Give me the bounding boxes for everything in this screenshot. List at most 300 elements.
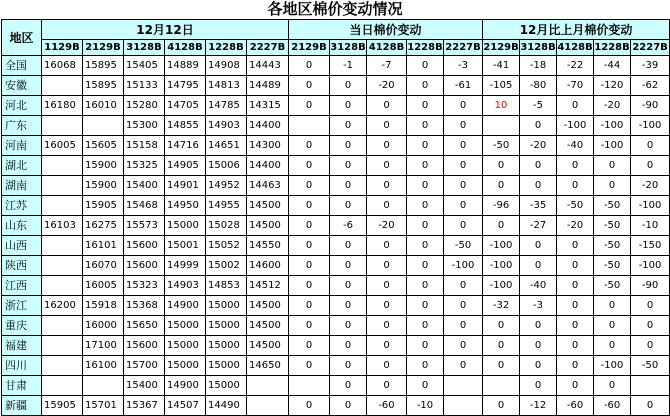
price-cell: 14905 bbox=[165, 156, 206, 176]
region-cell: 陕西 bbox=[2, 256, 42, 276]
daily-col-header: 2227B bbox=[444, 40, 483, 56]
price-cell: 14500 bbox=[247, 316, 289, 336]
daily-change-cell: -10 bbox=[407, 396, 444, 416]
region-cell: 河北 bbox=[2, 96, 42, 116]
monthly-change-cell: -100 bbox=[631, 196, 670, 216]
region-cell: 湖北 bbox=[2, 156, 42, 176]
daily-change-cell: 0 bbox=[367, 276, 407, 296]
daily-change-cell bbox=[289, 116, 330, 136]
monthly-change-cell: 0 bbox=[520, 256, 557, 276]
region-cell: 山西 bbox=[2, 236, 42, 256]
daily-change-cell: 0 bbox=[330, 196, 367, 216]
price-cell bbox=[42, 236, 83, 256]
region-cell: 福建 bbox=[2, 336, 42, 356]
price-cell: 17100 bbox=[83, 336, 124, 356]
daily-change-cell: 0 bbox=[289, 256, 330, 276]
price-cell bbox=[42, 156, 83, 176]
daily-change-cell: 0 bbox=[330, 316, 367, 336]
daily-change-cell bbox=[444, 396, 483, 416]
price-cell bbox=[42, 76, 83, 96]
daily-change-cell: 0 bbox=[289, 76, 330, 96]
monthly-change-cell: -5 bbox=[520, 96, 557, 116]
price-cell: 14400 bbox=[247, 116, 289, 136]
daily-change-cell: 0 bbox=[367, 336, 407, 356]
monthly-change-cell: -50 bbox=[594, 236, 631, 256]
price-cell: 14955 bbox=[206, 196, 247, 216]
price-cell: 14950 bbox=[165, 196, 206, 216]
daily-change-cell: 0 bbox=[330, 236, 367, 256]
monthly-change-cell: -18 bbox=[520, 56, 557, 76]
price-cell: 16000 bbox=[83, 316, 124, 336]
price-cell bbox=[83, 376, 124, 396]
monthly-change-cell: 0 bbox=[483, 356, 520, 376]
price-cell: 15400 bbox=[124, 176, 165, 196]
daily-change-cell: 0 bbox=[407, 176, 444, 196]
daily-change-cell: 0 bbox=[407, 316, 444, 336]
region-cell: 全国 bbox=[2, 56, 42, 76]
monthly-change-cell: 0 bbox=[594, 336, 631, 356]
monthly-change-cell: 0 bbox=[594, 376, 631, 396]
price-cell: 14855 bbox=[165, 116, 206, 136]
daily-change-cell: 0 bbox=[367, 376, 407, 396]
daily-col-header: 2129B bbox=[289, 40, 330, 56]
daily-change-cell: 0 bbox=[407, 236, 444, 256]
daily-col-header: 3128B bbox=[330, 40, 367, 56]
price-cell bbox=[83, 116, 124, 136]
daily-change-cell: 0 bbox=[330, 176, 367, 196]
table-body bbox=[2, 56, 670, 416]
monthly-change-cell: 0 bbox=[594, 176, 631, 196]
monthly-change-cell: -100 bbox=[483, 256, 520, 276]
daily-change-cell: -7 bbox=[367, 56, 407, 76]
price-cell: 15400 bbox=[124, 376, 165, 396]
daily-change-cell: 0 bbox=[289, 316, 330, 336]
daily-change-cell: 0 bbox=[407, 196, 444, 216]
price-cell bbox=[42, 256, 83, 276]
monthly-change-cell: -35 bbox=[520, 196, 557, 216]
price-cell: 15002 bbox=[206, 256, 247, 276]
monthly-change-cell: -50 bbox=[483, 136, 520, 156]
monthly-change-cell: -150 bbox=[631, 236, 670, 256]
daily-change-cell: 0 bbox=[407, 336, 444, 356]
monthly-change-cell: 0 bbox=[520, 116, 557, 136]
daily-change-cell: 0 bbox=[289, 356, 330, 376]
monthly-change-cell: -70 bbox=[557, 76, 594, 96]
price-cell: 15000 bbox=[165, 356, 206, 376]
daily-change-cell: -60 bbox=[367, 396, 407, 416]
price-cell bbox=[42, 356, 83, 376]
price-cell: 14500 bbox=[247, 216, 289, 236]
monthly-change-cell: 0 bbox=[631, 316, 670, 336]
monthly-change-cell: -90 bbox=[631, 96, 670, 116]
price-cell: 14705 bbox=[165, 96, 206, 116]
price-cell: 14795 bbox=[165, 76, 206, 96]
price-cell: 14443 bbox=[247, 56, 289, 76]
monthly-change-cell: 0 bbox=[483, 396, 520, 416]
price-cell: 15895 bbox=[83, 76, 124, 96]
monthly-col-header: 2227B bbox=[631, 40, 670, 56]
daily-change-cell: 0 bbox=[407, 76, 444, 96]
price-cell bbox=[42, 336, 83, 356]
monthly-change-cell: 0 bbox=[557, 356, 594, 376]
price-cell: 15133 bbox=[124, 76, 165, 96]
monthly-change-cell: -50 bbox=[594, 256, 631, 276]
daily-change-cell: 0 bbox=[289, 396, 330, 416]
daily-change-cell: 0 bbox=[407, 276, 444, 296]
price-col-header: 1228B bbox=[206, 40, 247, 56]
monthly-col-header: 3128B bbox=[520, 40, 557, 56]
daily-col-header: 1228B bbox=[407, 40, 444, 56]
price-cell: 16005 bbox=[42, 136, 83, 156]
daily-change-cell: 0 bbox=[289, 176, 330, 196]
daily-change-cell bbox=[289, 376, 330, 396]
price-cell bbox=[42, 376, 83, 396]
table-row bbox=[2, 76, 670, 96]
daily-change-cell: 0 bbox=[289, 236, 330, 256]
daily-change-cell: 0 bbox=[367, 316, 407, 336]
monthly-change-cell: 0 bbox=[520, 156, 557, 176]
daily-change-group-header: 当日棉价变动 bbox=[289, 20, 483, 40]
price-cell: 14903 bbox=[206, 116, 247, 136]
price-cell: 14489 bbox=[247, 76, 289, 96]
price-col-header: 1129B bbox=[42, 40, 83, 56]
price-cell: 15701 bbox=[83, 396, 124, 416]
daily-change-cell: 0 bbox=[407, 56, 444, 76]
price-cell: 14785 bbox=[206, 96, 247, 116]
region-header: 地区 bbox=[2, 20, 42, 56]
price-cell: 15006 bbox=[206, 156, 247, 176]
price-cell: 15918 bbox=[83, 296, 124, 316]
daily-change-cell: 0 bbox=[444, 276, 483, 296]
price-cell: 15905 bbox=[83, 196, 124, 216]
price-cell: 14463 bbox=[247, 176, 289, 196]
daily-change-cell: 0 bbox=[330, 396, 367, 416]
column-header-row bbox=[2, 40, 670, 56]
price-cell: 14550 bbox=[247, 236, 289, 256]
monthly-change-cell: -20 bbox=[631, 176, 670, 196]
price-cell: 15368 bbox=[124, 296, 165, 316]
region-cell: 新疆 bbox=[2, 396, 42, 416]
daily-change-cell: -20 bbox=[367, 216, 407, 236]
monthly-change-cell: -96 bbox=[483, 196, 520, 216]
price-cell: 14853 bbox=[206, 276, 247, 296]
monthly-change-cell: -80 bbox=[520, 76, 557, 96]
daily-change-cell: 0 bbox=[330, 96, 367, 116]
monthly-col-header: 4128B bbox=[557, 40, 594, 56]
daily-change-cell: 0 bbox=[444, 296, 483, 316]
price-cell: 15900 bbox=[83, 156, 124, 176]
daily-change-cell: -1 bbox=[330, 56, 367, 76]
daily-change-cell: -6 bbox=[330, 216, 367, 236]
monthly-change-cell: -50 bbox=[594, 276, 631, 296]
monthly-change-cell: -20 bbox=[557, 216, 594, 236]
price-cell bbox=[42, 276, 83, 296]
daily-change-cell: 0 bbox=[330, 376, 367, 396]
price-cell: 16101 bbox=[83, 236, 124, 256]
region-cell: 广东 bbox=[2, 116, 42, 136]
monthly-change-cell: -10 bbox=[631, 216, 670, 236]
daily-change-cell: 0 bbox=[330, 76, 367, 96]
price-cell: 16100 bbox=[83, 356, 124, 376]
monthly-change-cell: 0 bbox=[520, 356, 557, 376]
daily-change-cell: 0 bbox=[444, 336, 483, 356]
table-row bbox=[2, 356, 670, 376]
monthly-change-cell: 0 bbox=[631, 336, 670, 356]
daily-change-cell: 0 bbox=[367, 176, 407, 196]
monthly-change-cell: -20 bbox=[520, 136, 557, 156]
daily-change-cell: 0 bbox=[444, 176, 483, 196]
price-cell: 15001 bbox=[165, 236, 206, 256]
monthly-change-cell: 0 bbox=[520, 316, 557, 336]
monthly-change-cell: -60 bbox=[557, 396, 594, 416]
daily-change-cell: 0 bbox=[289, 136, 330, 156]
price-cell bbox=[42, 116, 83, 136]
monthly-change-cell: -50 bbox=[594, 216, 631, 236]
monthly-change-cell: -62 bbox=[631, 76, 670, 96]
price-cell: 14500 bbox=[247, 336, 289, 356]
daily-change-cell: 0 bbox=[367, 156, 407, 176]
price-cell: 15573 bbox=[124, 216, 165, 236]
table-row bbox=[2, 196, 670, 216]
monthly-change-cell: 0 bbox=[483, 176, 520, 196]
daily-change-cell: 0 bbox=[367, 256, 407, 276]
table-row bbox=[2, 116, 670, 136]
table-row bbox=[2, 296, 670, 316]
daily-change-cell bbox=[444, 376, 483, 396]
region-cell: 安徽 bbox=[2, 76, 42, 96]
monthly-change-cell: 0 bbox=[520, 336, 557, 356]
monthly-change-cell: 0 bbox=[483, 316, 520, 336]
price-cell: 14507 bbox=[165, 396, 206, 416]
daily-change-cell: 0 bbox=[289, 196, 330, 216]
monthly-change-cell: -100 bbox=[483, 236, 520, 256]
table-row bbox=[2, 236, 670, 256]
price-cell: 15052 bbox=[206, 236, 247, 256]
monthly-change-cell: -50 bbox=[557, 196, 594, 216]
region-cell: 四川 bbox=[2, 356, 42, 376]
table-row bbox=[2, 336, 670, 356]
daily-change-cell: 0 bbox=[330, 296, 367, 316]
monthly-change-cell: 0 bbox=[520, 176, 557, 196]
monthly-change-cell: 0 bbox=[631, 296, 670, 316]
daily-change-cell: 0 bbox=[367, 196, 407, 216]
monthly-change-cell: 0 bbox=[557, 256, 594, 276]
table-row bbox=[2, 256, 670, 276]
monthly-change-cell: -100 bbox=[594, 116, 631, 136]
daily-change-cell: 0 bbox=[289, 56, 330, 76]
price-cell: 15028 bbox=[206, 216, 247, 236]
price-cell: 15280 bbox=[124, 96, 165, 116]
monthly-change-cell: -40 bbox=[557, 136, 594, 156]
cotton-price-table bbox=[1, 19, 670, 416]
table-row bbox=[2, 216, 670, 236]
price-cell: 15600 bbox=[124, 336, 165, 356]
price-cell: 14900 bbox=[165, 376, 206, 396]
price-cell: 14650 bbox=[247, 356, 289, 376]
price-cell: 15905 bbox=[42, 396, 83, 416]
price-cell: 15000 bbox=[206, 316, 247, 336]
price-cell: 14901 bbox=[165, 176, 206, 196]
monthly-change-cell: -44 bbox=[594, 56, 631, 76]
monthly-change-cell: 0 bbox=[557, 276, 594, 296]
price-cell: 14999 bbox=[165, 256, 206, 276]
price-cell: 15600 bbox=[124, 236, 165, 256]
monthly-change-cell: -32 bbox=[483, 296, 520, 316]
daily-change-cell: 0 bbox=[444, 196, 483, 216]
price-cell: 16180 bbox=[42, 96, 83, 116]
price-cell: 14500 bbox=[247, 196, 289, 216]
price-cell: 14903 bbox=[165, 276, 206, 296]
monthly-change-cell bbox=[483, 116, 520, 136]
monthly-change-cell: -105 bbox=[483, 76, 520, 96]
daily-change-cell: 0 bbox=[289, 156, 330, 176]
table-row bbox=[2, 396, 670, 416]
daily-change-cell: -3 bbox=[444, 56, 483, 76]
region-cell: 湖南 bbox=[2, 176, 42, 196]
price-cell: 15323 bbox=[124, 276, 165, 296]
table-row bbox=[2, 316, 670, 336]
daily-change-cell: 0 bbox=[367, 356, 407, 376]
daily-change-cell: 0 bbox=[330, 136, 367, 156]
daily-change-cell: 0 bbox=[367, 296, 407, 316]
price-cell bbox=[42, 176, 83, 196]
price-cell bbox=[42, 196, 83, 216]
table-row bbox=[2, 376, 670, 396]
daily-change-cell: 0 bbox=[330, 156, 367, 176]
monthly-change-cell: -27 bbox=[520, 216, 557, 236]
price-cell bbox=[247, 396, 289, 416]
daily-change-cell: 0 bbox=[407, 116, 444, 136]
table-row bbox=[2, 136, 670, 156]
price-cell: 15000 bbox=[206, 376, 247, 396]
daily-change-cell: 0 bbox=[367, 96, 407, 116]
monthly-change-cell: 0 bbox=[557, 236, 594, 256]
monthly-change-cell: 0 bbox=[483, 336, 520, 356]
monthly-change-group-header: 12月比上月棉价变动 bbox=[483, 20, 670, 40]
monthly-change-cell: 0 bbox=[483, 156, 520, 176]
price-cell: 14300 bbox=[247, 136, 289, 156]
price-cell: 14315 bbox=[247, 96, 289, 116]
table-row bbox=[2, 96, 670, 116]
monthly-change-cell: -100 bbox=[483, 276, 520, 296]
monthly-change-cell: 0 bbox=[483, 216, 520, 236]
price-cell: 16070 bbox=[83, 256, 124, 276]
monthly-change-cell: -120 bbox=[594, 76, 631, 96]
price-cell: 15000 bbox=[206, 296, 247, 316]
price-cell: 16068 bbox=[42, 56, 83, 76]
price-cell: 14600 bbox=[247, 256, 289, 276]
monthly-change-cell: -41 bbox=[483, 56, 520, 76]
monthly-change-cell: -50 bbox=[594, 196, 631, 216]
daily-change-cell: 0 bbox=[407, 356, 444, 376]
monthly-change-cell: 0 bbox=[557, 336, 594, 356]
region-cell: 浙江 bbox=[2, 296, 42, 316]
prices-group-header: 12月12日 bbox=[42, 20, 289, 40]
price-cell: 16200 bbox=[42, 296, 83, 316]
price-cell: 15605 bbox=[83, 136, 124, 156]
monthly-change-cell: -100 bbox=[631, 116, 670, 136]
monthly-change-cell: -12 bbox=[520, 396, 557, 416]
daily-change-cell: 0 bbox=[407, 296, 444, 316]
price-cell: 15600 bbox=[124, 256, 165, 276]
price-cell: 15000 bbox=[165, 336, 206, 356]
monthly-change-cell: 0 bbox=[520, 236, 557, 256]
daily-change-cell: 0 bbox=[367, 116, 407, 136]
monthly-change-cell: 0 bbox=[520, 376, 557, 396]
group-header-row bbox=[2, 20, 670, 40]
page-title: 各地区棉价变动情况 bbox=[267, 0, 403, 18]
region-cell: 江西 bbox=[2, 276, 42, 296]
price-cell: 15325 bbox=[124, 156, 165, 176]
price-cell: 14716 bbox=[165, 136, 206, 156]
monthly-change-cell: 0 bbox=[594, 156, 631, 176]
monthly-change-cell: 0 bbox=[557, 296, 594, 316]
daily-change-cell: 0 bbox=[444, 356, 483, 376]
price-cell: 14908 bbox=[206, 56, 247, 76]
monthly-change-cell: 0 bbox=[631, 156, 670, 176]
price-cell: 14952 bbox=[206, 176, 247, 196]
monthly-change-cell: -3 bbox=[520, 296, 557, 316]
monthly-change-cell: 0 bbox=[557, 176, 594, 196]
monthly-change-cell: 0 bbox=[594, 316, 631, 336]
monthly-change-cell: -100 bbox=[557, 116, 594, 136]
monthly-change-cell: 0 bbox=[631, 136, 670, 156]
daily-change-cell: -61 bbox=[444, 76, 483, 96]
price-col-header: 4128B bbox=[165, 40, 206, 56]
monthly-change-cell: -50 bbox=[631, 356, 670, 376]
price-cell: 14400 bbox=[247, 156, 289, 176]
price-cell: 16010 bbox=[83, 96, 124, 116]
price-cell bbox=[247, 376, 289, 396]
daily-change-cell: 0 bbox=[444, 316, 483, 336]
price-cell: 15000 bbox=[165, 316, 206, 336]
monthly-change-cell: -20 bbox=[594, 96, 631, 116]
price-cell: 15158 bbox=[124, 136, 165, 156]
monthly-change-cell: -40 bbox=[520, 276, 557, 296]
monthly-change-cell: 0 bbox=[557, 156, 594, 176]
region-cell: 重庆 bbox=[2, 316, 42, 336]
monthly-change-cell: 0 bbox=[557, 96, 594, 116]
price-cell: 15300 bbox=[124, 116, 165, 136]
price-col-header: 3128B bbox=[124, 40, 165, 56]
daily-change-cell: 0 bbox=[367, 136, 407, 156]
price-cell: 15000 bbox=[206, 336, 247, 356]
price-col-header: 2227B bbox=[247, 40, 289, 56]
monthly-change-cell: -60 bbox=[594, 396, 631, 416]
daily-change-cell: -50 bbox=[444, 236, 483, 256]
monthly-change-cell: 10 bbox=[483, 96, 520, 116]
daily-change-cell: 0 bbox=[444, 96, 483, 116]
monthly-change-cell: 0 bbox=[557, 316, 594, 336]
daily-change-cell: 0 bbox=[407, 136, 444, 156]
daily-change-cell: 0 bbox=[444, 216, 483, 236]
price-cell: 14900 bbox=[165, 296, 206, 316]
monthly-change-cell: -39 bbox=[631, 56, 670, 76]
daily-change-cell: 0 bbox=[407, 96, 444, 116]
daily-change-cell: 0 bbox=[407, 256, 444, 276]
price-cell: 15468 bbox=[124, 196, 165, 216]
price-cell: 15900 bbox=[83, 176, 124, 196]
region-cell: 河南 bbox=[2, 136, 42, 156]
table-row bbox=[2, 156, 670, 176]
price-cell: 15000 bbox=[165, 216, 206, 236]
price-cell: 15895 bbox=[83, 56, 124, 76]
daily-change-cell: 0 bbox=[289, 296, 330, 316]
price-cell: 14490 bbox=[206, 396, 247, 416]
monthly-change-cell bbox=[631, 376, 670, 396]
price-cell: 16103 bbox=[42, 216, 83, 236]
daily-change-cell: 0 bbox=[330, 116, 367, 136]
